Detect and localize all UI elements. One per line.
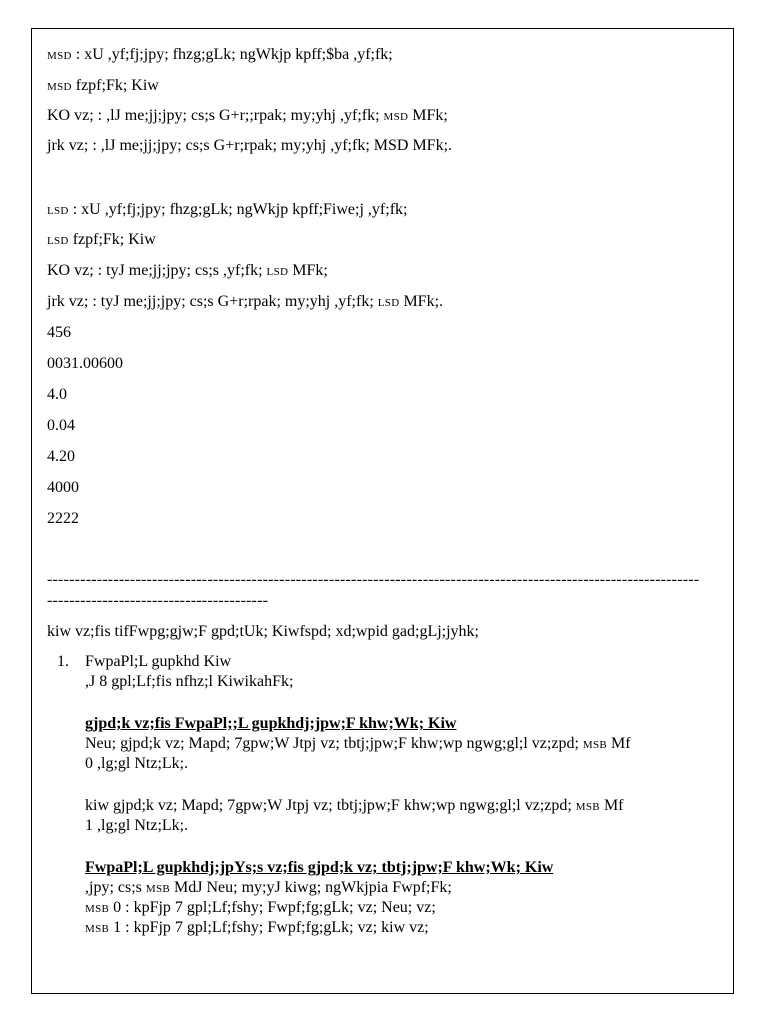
msd-definition-line: [47, 46, 393, 65]
msd-method-line: [47, 77, 159, 96]
positive-rule-text: Neu; gjpd;k vz; Mapd; 7gpw;W Jtpj vz; tbtj;jpw;F khw;wp ngwg;gl;l vz;zpd;: [85, 735, 583, 752]
msb-sign-text: ,jpy; cs;s: [85, 879, 146, 896]
dashed-separator: ----------------------------------------------------------------------------------------------------------------------: [47, 571, 700, 588]
msd-integer-tail: MFk;: [408, 107, 448, 124]
lsd-integer-text: KO vz; : tyJ me;jj;jpy; cs;s ,yf;fk;: [47, 262, 267, 279]
lsd-method-line: [47, 231, 156, 250]
msb-sign-line: [85, 879, 452, 898]
lsd-integer-tail: MFk;: [288, 262, 328, 279]
lsd-method-text: fzpf;Fk; Kiw: [68, 231, 156, 248]
number-example: 2222: [47, 510, 79, 527]
positive-rule-line: [85, 735, 631, 754]
lsd-decimal-tail: MFk;.: [399, 293, 444, 310]
msd-integer-line: [47, 107, 448, 126]
number-example: 4.0: [47, 386, 67, 403]
lsd-abbr: LSD: [47, 205, 69, 217]
section-number: 1.: [57, 653, 69, 670]
number-example: 0.04: [47, 417, 75, 434]
msd-decimal-text: jrk vz; : ,lJ me;jj;jpy; cs;s G+r;rpak; my;yhj ,yf;fk; MSD MFk;.: [47, 137, 453, 154]
msd-method-text: fzpf;Fk; Kiw: [71, 77, 159, 94]
number-example: 4.20: [47, 448, 75, 465]
msb-abbr: MSB: [582, 739, 608, 751]
number-example: 0031.00600: [47, 355, 123, 372]
number-example: 456: [47, 324, 71, 341]
msb-abbr: MSB: [85, 903, 110, 915]
msd-definition-text: : xU ,yf;fj;jpy; fhzg;gLk; ngWkjp kpff;$ba ,yf;fk;: [71, 46, 393, 63]
msb-zero-text: 0 : kpFjp 7 gpl;Lf;fshy; Fwpf;fg;gLk; vz; Neu; vz;: [109, 899, 436, 916]
document-page: [31, 28, 734, 994]
lsd-decimal-text: jrk vz; : tyJ me;jj;jpy; cs;s G+r;rpak; my;yhj ,yf;fk;: [47, 293, 378, 310]
lsd-abbr: LSD: [47, 235, 69, 247]
msd-abbr: MSD: [47, 50, 72, 62]
section-title: FwpaPl;L gupkhd Kiw: [85, 653, 232, 670]
dashed-separator: ----------------------------------------: [47, 592, 269, 609]
msb-one-line: [85, 919, 429, 938]
msb-abbr: MSB: [85, 923, 110, 935]
lsd-definition-line: [47, 201, 407, 220]
msb-zero-line: [85, 899, 436, 918]
negative-rule-line-2: 1 ,lg;gl Ntz;Lk;.: [85, 817, 189, 834]
lsd-integer-line: [47, 262, 328, 281]
heading-decimal-to-signmag: gjpd;k vz;fis FwpaPl;;L gupkhdj;jpw;F khw;Wk; Kiw: [85, 715, 457, 732]
negative-rule-line: [85, 797, 624, 816]
negative-rule-text: kiw gjpd;k vz; Mapd; 7gpw;W Jtpj vz; tbtj;jpw;F khw;wp ngwg;gl;l vz;zpd;: [85, 797, 576, 814]
positive-rule-line-2: 0 ,lg;gl Ntz;Lk;.: [85, 755, 189, 772]
lsd-decimal-line: [47, 293, 443, 312]
section-subtitle: ,J 8 gpl;Lf;fis nfhz;l KiwikahFk;: [85, 673, 294, 690]
msb-sign-tail: MdJ Neu; my;yJ kiwg; ngWkjpia Fwpf;Fk;: [170, 879, 452, 896]
lsd-definition-text: : xU ,yf;fj;jpy; fhzg;gLk; ngWkjp kpff;Fiwe;j ,yf;fk;: [68, 201, 408, 218]
lsd-abbr: LSD: [377, 297, 400, 309]
msd-decimal-line: [47, 137, 452, 155]
msd-integer-text: KO vz; : ,lJ me;jj;jpy; cs;s G+r;;rpak; my;yhj ,yf;fk;: [47, 107, 384, 124]
msb-abbr: MSB: [145, 883, 171, 895]
lsd-abbr: LSD: [266, 266, 289, 278]
msb-one-text: 1 : kpFjp 7 gpl;Lf;fshy; Fwpf;fg;gLk; vz; kiw vz;: [109, 919, 429, 936]
msd-abbr: MSD: [383, 111, 409, 123]
negative-rule-tail: Mf: [599, 797, 624, 814]
heading-signmag-to-decimal: FwpaPl;L gupkhdj;jpYs;s vz;fis gjpd;k vz; tbtj;jpw;F khw;Wk; Kiw: [85, 859, 554, 876]
positive-rule-tail: Mf: [607, 735, 631, 752]
msb-abbr: MSB: [575, 801, 600, 813]
msd-abbr: MSD: [47, 81, 72, 93]
intro-paragraph: kiw vz;fis tifFwpg;gjw;F gpd;tUk; Kiwfspd; xd;wpid gad;gLj;jyhk;: [47, 623, 479, 640]
number-example: 4000: [47, 479, 79, 496]
